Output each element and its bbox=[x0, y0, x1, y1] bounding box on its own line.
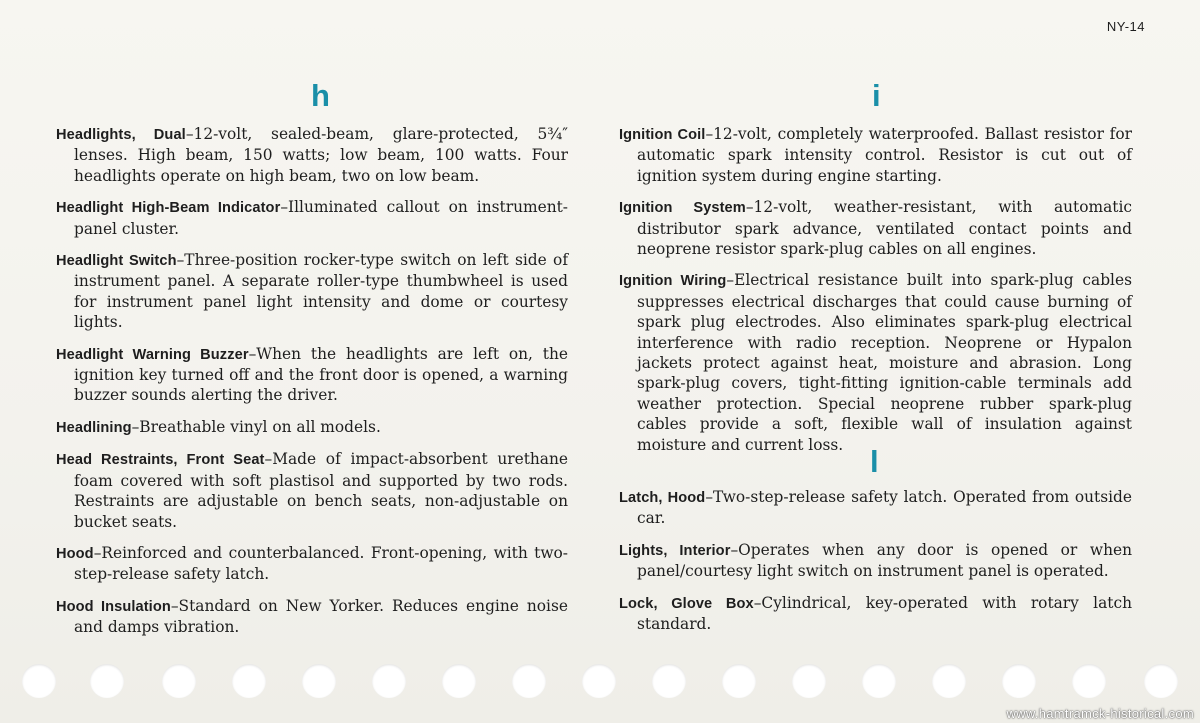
binder-hole bbox=[582, 664, 616, 698]
page-number: NY-14 bbox=[1106, 19, 1145, 34]
entry-text: –Two-step-release safety latch. Operated from outside car. bbox=[637, 488, 1132, 528]
binder-hole bbox=[22, 664, 56, 698]
entry-headlight-warning-buzzer bbox=[56, 344, 568, 406]
watermark-text: www.hamtramck-historical.com bbox=[1006, 706, 1194, 721]
section-letter-h: h bbox=[311, 78, 330, 113]
entry-text: –Illuminated callout on instrument-panel cluster. bbox=[74, 198, 568, 238]
entry-term: Headlight Switch bbox=[56, 253, 177, 270]
entry-headlights-dual bbox=[56, 124, 568, 186]
entry-head-restraints bbox=[56, 449, 568, 532]
binder-holes bbox=[0, 664, 1200, 704]
binder-hole bbox=[372, 664, 406, 698]
binder-hole bbox=[1144, 664, 1178, 698]
binder-hole bbox=[722, 664, 756, 698]
left-column bbox=[56, 124, 568, 649]
entry-headlining bbox=[56, 417, 568, 438]
entry-ignition-coil bbox=[619, 124, 1132, 186]
entry-text: –Breathable vinyl on all models. bbox=[131, 417, 381, 436]
entry-term: Lock, Glove Box bbox=[619, 595, 754, 612]
entry-lock-glove-box bbox=[619, 593, 1132, 635]
entry-text: –When the headlights are left on, the ignition key turned off and the front door is opened, a warning buzzer sounds alerting the driver. bbox=[74, 344, 568, 405]
entry-headlight-high-beam-indicator bbox=[56, 197, 568, 239]
right-column-i bbox=[619, 124, 1132, 466]
binder-hole bbox=[232, 664, 266, 698]
binder-hole bbox=[302, 664, 336, 698]
entry-term: Ignition Coil bbox=[619, 127, 706, 143]
binder-hole bbox=[1072, 664, 1106, 698]
binder-hole bbox=[90, 664, 124, 698]
entry-lights-interior bbox=[619, 540, 1132, 582]
entry-term: Headlight Warning Buzzer bbox=[56, 346, 249, 363]
entry-latch-hood bbox=[619, 487, 1132, 529]
entry-text: –12-volt, sealed-beam, glare-protected, 5¾″ lenses. High beam, 150 watts; low beam, 100 watts. Four headlights operate on high beam, two on low beam. bbox=[74, 125, 568, 185]
binder-hole bbox=[442, 664, 476, 698]
entry-ignition-system bbox=[619, 197, 1132, 259]
entry-term: Hood Insulation bbox=[56, 598, 171, 615]
binder-hole bbox=[792, 664, 826, 698]
entry-text: –Made of impact-absorbent urethane foam covered with soft plastisol and supported by two rods. Restraints are adjustable on bench seats, non-adjustable on bucket seats. bbox=[74, 450, 568, 531]
binder-hole bbox=[652, 664, 686, 698]
entry-hood-insulation bbox=[56, 596, 568, 638]
entry-text: –Operates when any door is opened or when panel/courtesy light switch on instrument panel is operated. bbox=[637, 540, 1132, 581]
binder-hole bbox=[1002, 664, 1036, 698]
entry-headlight-switch bbox=[56, 250, 568, 333]
entry-term: Headlining bbox=[56, 419, 132, 436]
entry-text: –12-volt, completely waterproofed. Ballast resistor for automatic spark intensity control. Resistor is cut out of ignition system during engine starting. bbox=[637, 125, 1132, 185]
entry-term: Ignition Wiring bbox=[619, 273, 727, 290]
entry-term: Lights, Interior bbox=[619, 542, 731, 559]
section-letter-l: l bbox=[870, 444, 879, 479]
binder-hole bbox=[512, 664, 546, 698]
binder-hole bbox=[162, 664, 196, 698]
entry-ignition-wiring bbox=[619, 270, 1132, 455]
entry-term: Headlight High-Beam Indicator bbox=[56, 200, 281, 217]
section-letter-i: i bbox=[872, 78, 881, 113]
entry-text: –12-volt, weather-resistant, with automatic distributor spark advance, ventilated contact points and neoprene resistor spark-plug cables on all engines. bbox=[637, 198, 1132, 259]
entry-term: Latch, Hood bbox=[619, 490, 706, 506]
entry-text: –Cylindrical, key-operated with rotary latch standard. bbox=[637, 593, 1132, 634]
binder-hole bbox=[932, 664, 966, 698]
entry-term: Ignition System bbox=[619, 200, 746, 217]
entry-text: –Electrical resistance built into spark-plug cables suppresses electrical discharges that could cause burning of spark plug electrodes. Also eliminates spark-plug electrical interference with radio reception. Neoprene or Hypalon jackets protect against heat, moisture and abrasion. Long spark-plug covers, tight-fitting ignition-cable terminals add weather protection. Special neoprene rubber spark-plug cables provide a soft, flexible wall of insulation against moisture and current loss. bbox=[637, 271, 1132, 454]
entry-text: –Three-position rocker-type switch on left side of instrument panel. A separate roller-type thumbwheel is used for instrument panel light intensity and dome or courtesy lights. bbox=[74, 251, 569, 332]
entry-hood bbox=[56, 543, 568, 585]
entry-text: –Reinforced and counterbalanced. Front-opening, with two-step-release safety latch. bbox=[74, 543, 568, 584]
entry-term: Headlights, Dual bbox=[56, 127, 186, 143]
entry-term: Hood bbox=[56, 545, 94, 562]
right-column-l bbox=[619, 487, 1132, 645]
entry-text: –Standard on New Yorker. Reduces engine noise and damps vibration. bbox=[74, 596, 568, 637]
entry-term: Head Restraints, Front Seat bbox=[56, 452, 265, 469]
binder-hole bbox=[862, 664, 896, 698]
